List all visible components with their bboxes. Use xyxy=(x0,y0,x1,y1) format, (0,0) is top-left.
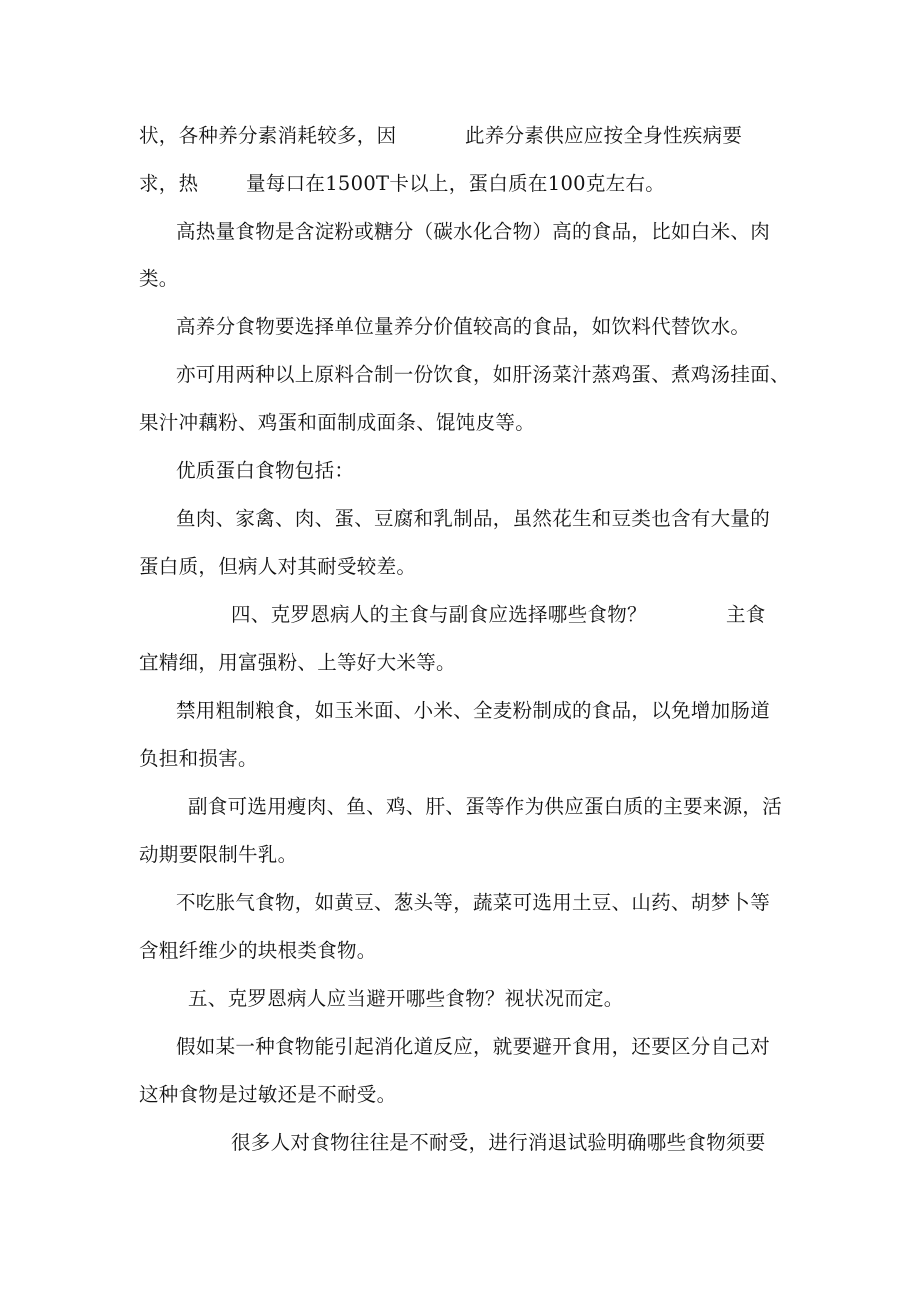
section-heading: 四、克罗恩病人的主食与副食应选择哪些食物？ xyxy=(231,603,647,626)
text-line: 类。 xyxy=(139,267,179,290)
text-line: 假如某一种食物能引起消化道反应，就要避开食用，还要区分自己对 xyxy=(176,1035,771,1058)
text-line: 禁用粗制粮食，如玉米面、小米、全麦粉制成的食品，以免增加肠道 xyxy=(176,699,771,722)
text-line: 量每口在1500T卡以上，蛋白质在100克左右。 xyxy=(246,172,666,195)
text-line: 宜精细，用富强粉、上等好大米等。 xyxy=(139,651,456,674)
text-line: 主食 xyxy=(726,603,766,626)
section-heading: 五、克罗恩病人应当避开哪些食物？视状况而定。 xyxy=(188,987,624,1010)
text-line: 含粗纤维少的块根类食物。 xyxy=(139,939,377,962)
text-line: 高养分食物要选择单位量养分价值较高的食品，如饮料代替饮水。 xyxy=(176,315,751,338)
text-line: 不吃胀气食物，如黄豆、葱头等，蔬菜可选用土豆、山药、胡梦卜等 xyxy=(176,891,771,914)
text-line: 高热量食物是含淀粉或糖分（碳水化合物）高的食品，比如白米、肉 xyxy=(176,220,771,243)
text-line: 副食可选用瘦肉、鱼、鸡、肝、蛋等作为供应蛋白质的主要来源，活 xyxy=(188,795,783,818)
text-line: 这种食物是过敏还是不耐受。 xyxy=(139,1083,397,1106)
text-line: 求，热 xyxy=(139,172,199,195)
text-line: 鱼肉、家禽、肉、蛋、豆腐和乳制品，虽然花生和豆类也含有大量的 xyxy=(176,507,771,530)
section-label: 优质蛋白食物包括： xyxy=(176,459,355,482)
text-line: 亦可用两种以上原料合制一份饮食，如肝汤菜汁蒸鸡蛋、煮鸡汤挂面、 xyxy=(176,363,790,386)
text-line: 负担和损害。 xyxy=(139,747,258,770)
text-line: 动期要限制牛乳。 xyxy=(139,843,298,866)
text-line: 蛋白质，但病人对其耐受较差。 xyxy=(139,555,417,578)
text-line: 果汁冲藕粉、鸡蛋和面制成面条、馄饨皮等。 xyxy=(139,411,536,434)
text-line: 很多人对食物往往是不耐受，进行消退试验明确哪些食物须要 xyxy=(231,1131,766,1154)
text-line: 状，各种养分素消耗较多，因 xyxy=(139,124,397,147)
text-line: 此养分素供应应按全身性疾病要 xyxy=(465,124,743,147)
